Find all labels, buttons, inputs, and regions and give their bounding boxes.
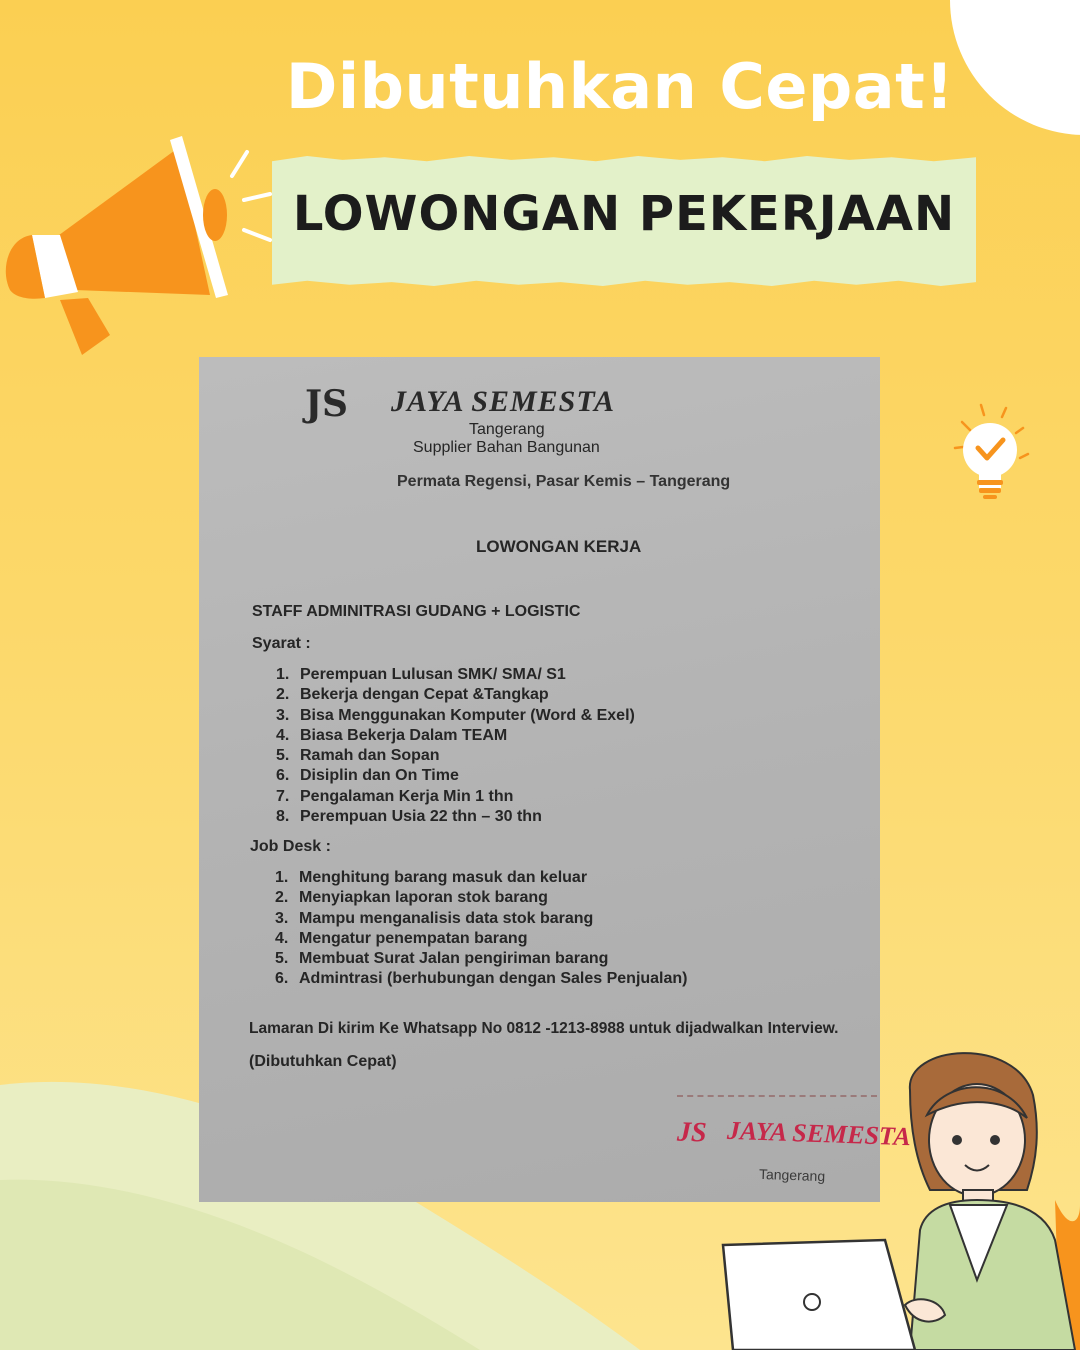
list-item: 8. Perempuan Usia 22 thn – 30 thn bbox=[276, 808, 542, 826]
lightbulb-check-icon bbox=[950, 400, 1035, 505]
contact-info: Lamaran Di kirim Ke Whatsapp No 0812 -1213-8988 untuk dijadwalkan Interview. bbox=[249, 1020, 839, 1037]
requirements-label: Syarat : bbox=[252, 635, 311, 652]
list-item: 3. Mampu menganalisis data stok barang bbox=[275, 909, 594, 927]
list-item: 2. Bekerja dengan Cepat &Tangkap bbox=[276, 686, 549, 704]
position-title: STAFF ADMINITRASI GUDANG + LOGISTIC bbox=[252, 603, 581, 620]
stamp-city: Tangerang bbox=[758, 1165, 826, 1185]
headline: Dibutuhkan Cepat! bbox=[285, 50, 955, 123]
stamp-name: JAYA SEMESTA bbox=[726, 1115, 912, 1152]
banner-title: LOWONGAN PEKERJAAN bbox=[292, 186, 956, 242]
stamp-mark: JS bbox=[676, 1116, 708, 1149]
requirements-list bbox=[276, 665, 635, 827]
document-title: LOWONGAN KERJA bbox=[476, 537, 642, 556]
company-logo-mark: JS bbox=[305, 383, 349, 425]
jobdesk-label: Job Desk : bbox=[250, 838, 331, 855]
company-address: Permata Regensi, Pasar Kemis – Tangerang bbox=[397, 473, 731, 490]
list-item: 6. Admintrasi (berhubungan dengan Sales Penjualan) bbox=[275, 970, 688, 988]
list-item: 4. Mengatur penempatan barang bbox=[275, 929, 528, 947]
list-item: 5. Membuat Surat Jalan pengiriman barang bbox=[275, 950, 609, 968]
list-item: 1. Perempuan Lulusan SMK/ SMA/ S1 bbox=[276, 666, 566, 683]
list-item: 3. Bisa Menggunakan Komputer (Word & Exel) bbox=[276, 706, 635, 724]
list-item: 1. Menghitung barang masuk dan keluar bbox=[275, 869, 588, 886]
list-item: 6. Disiplin dan On Time bbox=[276, 767, 459, 785]
megaphone-icon bbox=[0, 130, 280, 370]
company-city: Tangerang bbox=[469, 421, 545, 438]
list-item: 4. Biasa Bekerja Dalam TEAM bbox=[276, 726, 508, 744]
jobdesk-list bbox=[275, 868, 688, 990]
woman-with-laptop-illustration bbox=[715, 1040, 1080, 1350]
company-name: JAYA SEMESTA bbox=[391, 385, 616, 418]
list-item: 7. Pengalaman Kerja Min 1 thn bbox=[276, 787, 514, 805]
list-item: 2. Menyiapkan laporan stok barang bbox=[275, 889, 548, 907]
company-tagline: Supplier Bahan Bangunan bbox=[413, 439, 600, 456]
list-item: 5. Ramah dan Sopan bbox=[276, 747, 440, 765]
urgent-note: (Dibutuhkan Cepat) bbox=[249, 1053, 397, 1070]
